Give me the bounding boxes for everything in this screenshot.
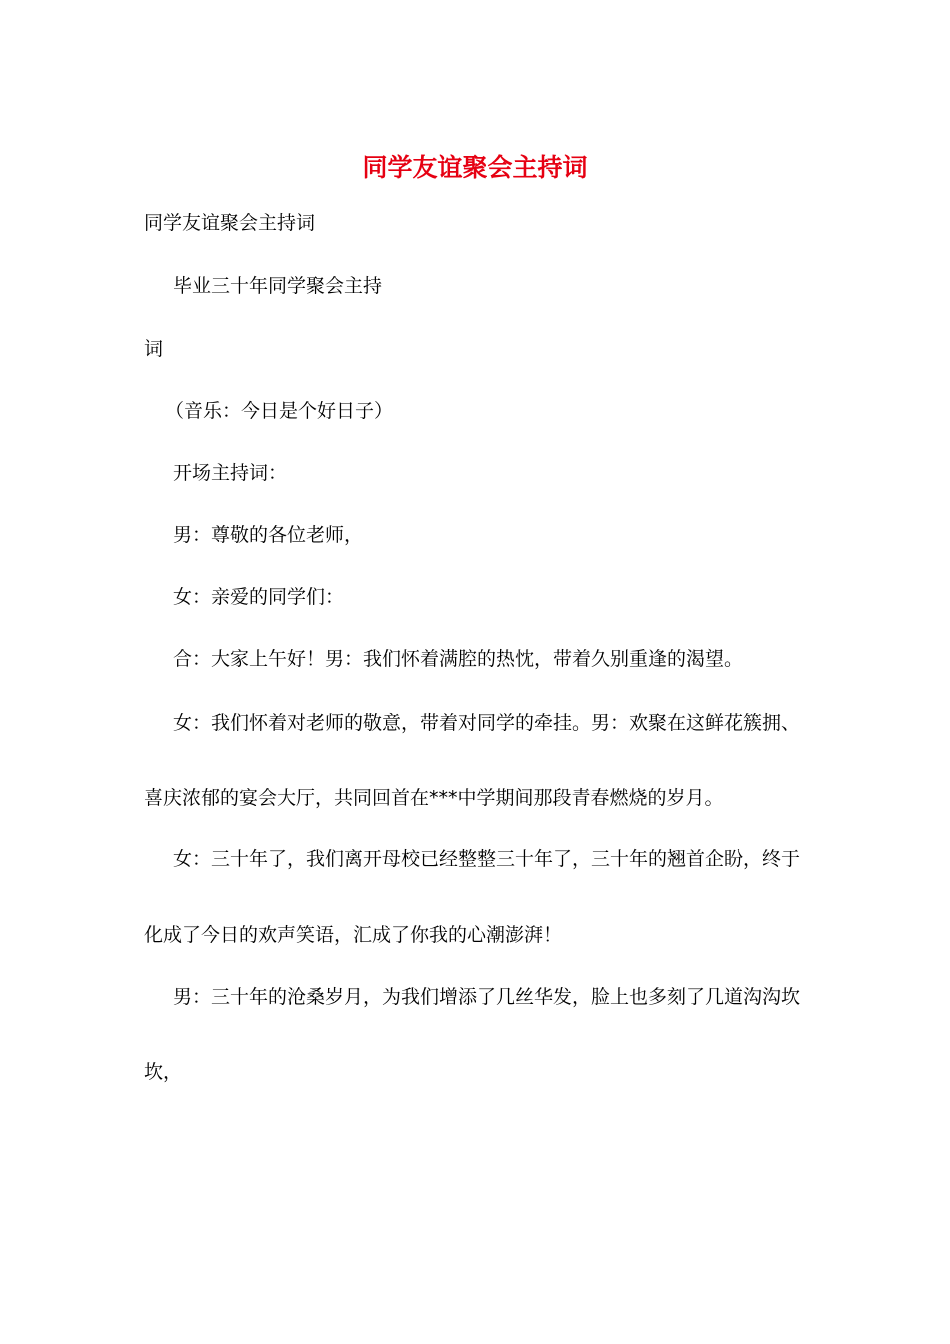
paragraph-line: 合：大家上午好！男：我们怀着满腔的热忱，带着久别重逢的渴望。 xyxy=(173,648,744,670)
paragraph-line: 化成了今日的欢声笑语，汇成了你我的心潮澎湃！ xyxy=(144,924,563,946)
paragraph-line: 女：亲爱的同学们： xyxy=(173,586,345,608)
paragraph-line: （音乐：今日是个好日子） xyxy=(165,400,394,422)
document-title: 同学友谊聚会主持词 xyxy=(362,153,588,182)
paragraph-line: 开场主持词： xyxy=(173,462,288,484)
paragraph-line: 男：三十年的沧桑岁月，为我们增添了几丝华发，脸上也多刻了几道沟沟坎 xyxy=(173,986,801,1008)
paragraph-line: 喜庆浓郁的宴会大厅，共同回首在***中学期间那段青春燃烧的岁月。 xyxy=(144,787,724,809)
paragraph-line: 同学友谊聚会主持词 xyxy=(144,212,316,234)
paragraph-line: 词 xyxy=(144,338,164,360)
paragraph-line: 男：尊敬的各位老师， xyxy=(173,524,364,546)
paragraph-line: 毕业三十年同学聚会主持 xyxy=(173,275,383,297)
paragraph-line: 坎， xyxy=(144,1061,183,1083)
paragraph-line: 女：三十年了，我们离开母校已经整整三十年了，三十年的翘首企盼，终于 xyxy=(173,848,801,870)
paragraph-line: 女：我们怀着对老师的敬意，带着对同学的牵挂。男：欢聚在这鲜花簇拥、 xyxy=(173,712,801,734)
